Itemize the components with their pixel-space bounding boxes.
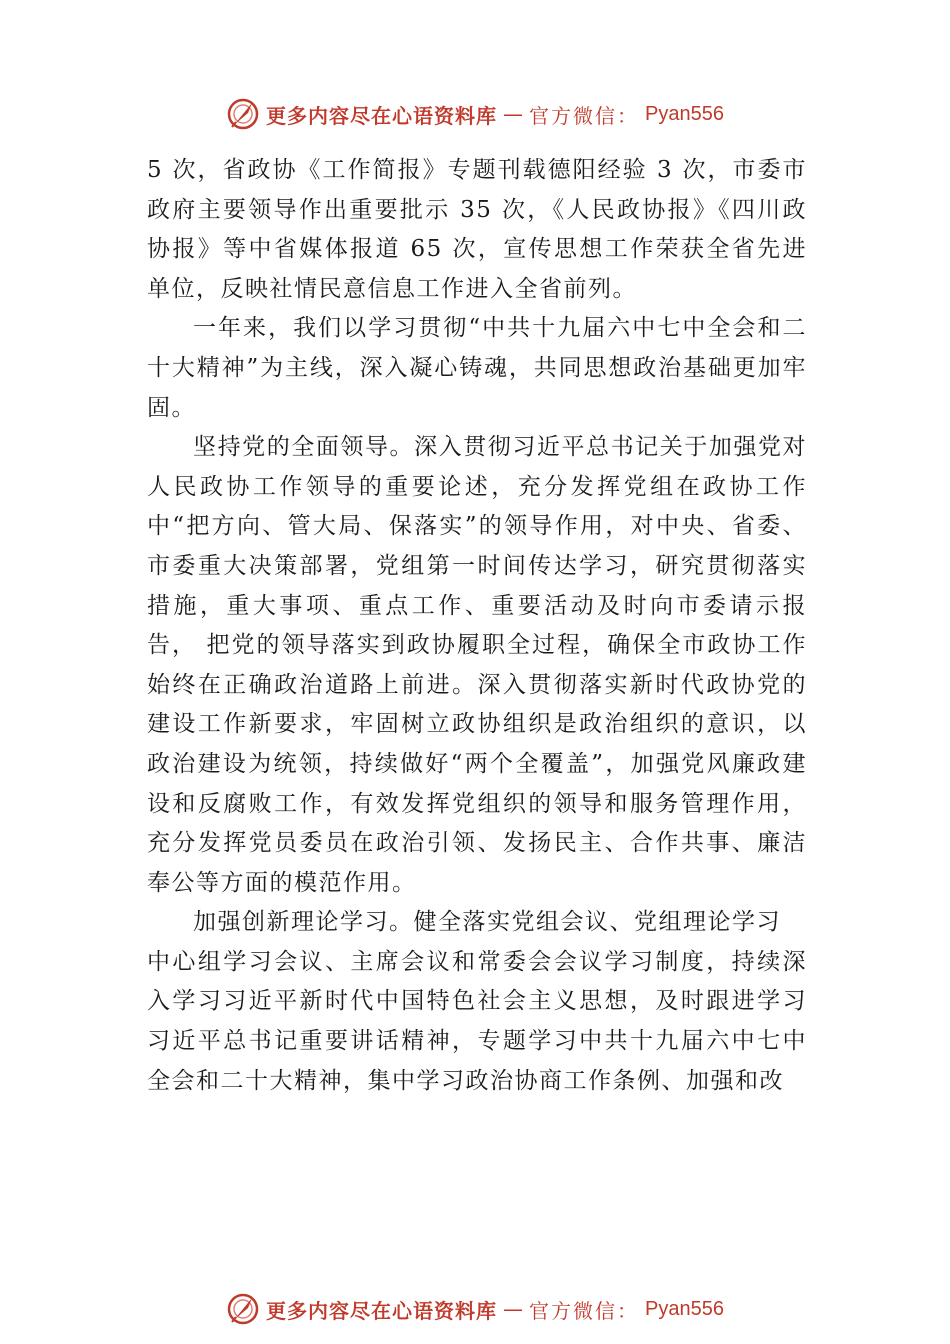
footer-wechat-id: Pyan556 [645,1297,724,1320]
footer-banner [0,1289,950,1329]
quill-pen-circle-icon [226,1292,260,1326]
header-wechat-id: Pyan556 [645,102,724,125]
paragraph-4: 加强创新理论学习。健全落实党组会议、党组理论学习 [193,909,781,936]
paragraph-5: 中心组学习会议、主席会议和常委会会议学习制度，持续深入学习习近平新时代中国特色社会主义思想，及时跟进学习习近平总书记重要讲话精神，专题学习中共十九届六中七中全会和二十大精神，集中学习政治协商工作条例、加强和改 [147,948,807,1094]
footer-wechat-label: 官方微信： [529,1298,640,1323]
footer-separator: — [503,1297,524,1321]
quill-pen-circle-icon [226,97,260,131]
document-body [147,151,807,1101]
header-separator: — [503,102,524,126]
footer-brand-text: 更多内容尽在心语资料库 [266,1298,498,1323]
paragraph-3: 坚持党的全面领导。深入贯彻习近平总书记关于加强党对人民政协工作领导的重要论述，充分发挥党组在政协工作中“把方向、管大局、保落实”的领导作用，对中央、省委、 市委重大决策部署，党组第一时间传达学习，研究贯彻落实措施，重大事项、重点工作、重要活动及时向市委请示报告， 把党的领导落实到政协履职全过程，确保全市政协工作始终在正确政治道路上前进。深入贯彻落实新时代政协党的建设工作新要求，牢固树立政协组织是政治组织的意识，以政治建设为统领，持续做好“两个全覆盖”，加强党风廉政建设和反腐败工作，有效发挥党组织的领导和服务管理作用，充分发挥党员委员在政治引领、发扬民主、合作共事、廉洁奉公等方面的模范作用。 [147,434,807,896]
paragraph-1: 5 次，省政协《工作简报》专题刊载德阳经验 3 次，市委市政府主要领导作出重要批示 35 次，《人民政协报》《四川政协报》等中省媒体报道 65 次，宣传思想工作荣获全省先进单位，反映社情民意信息工作进入全省前列。 [147,157,807,302]
header-banner [0,94,950,134]
header-brand-text: 更多内容尽在心语资料库 [266,103,498,128]
paragraph-2: 一年来，我们以学习贯彻“中共十九届六中七中全会和二十大精神”为主线，深入凝心铸魂，共同思想政治基础更加牢固。 [147,315,807,421]
header-wechat-label: 官方微信： [529,103,640,128]
